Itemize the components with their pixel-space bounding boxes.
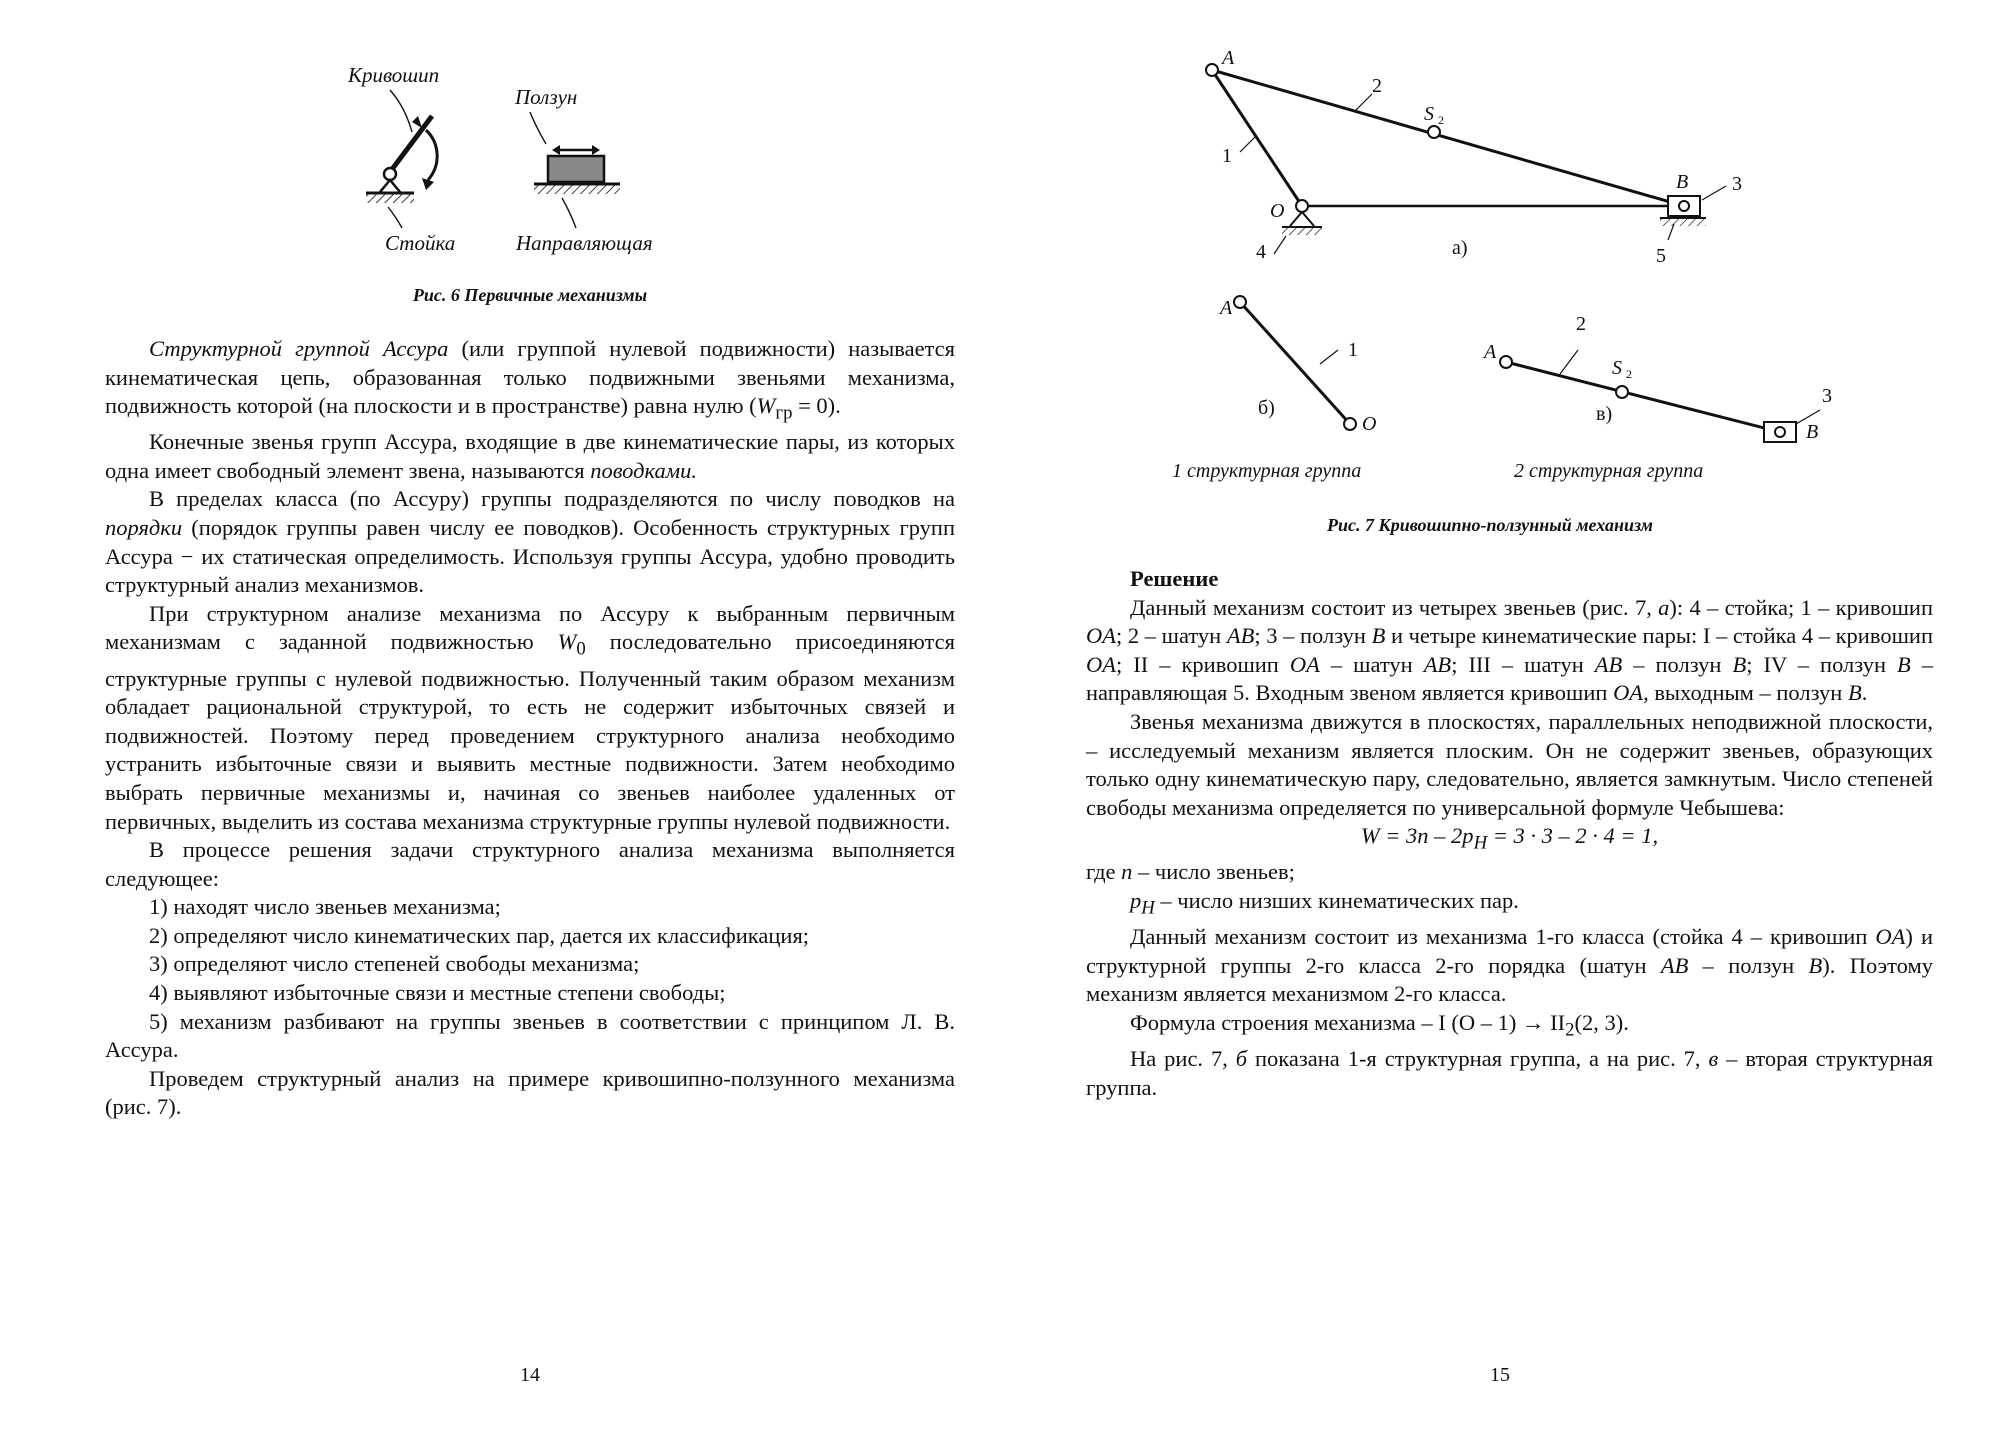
page-number-right: 15 — [1490, 1364, 1510, 1386]
slider-mechanism — [530, 112, 620, 228]
figure-6 — [330, 62, 690, 262]
svg-text:B: B — [1806, 421, 1819, 443]
point-s2 — [1616, 386, 1628, 398]
list-item: 4) выявляют избыточные связи и местные степени свободы; — [149, 980, 726, 1006]
svg-text:5: 5 — [1656, 245, 1666, 267]
svg-text:1: 1 — [1222, 145, 1232, 167]
svg-text:O: O — [1362, 413, 1377, 435]
svg-text:б): б) — [1258, 397, 1275, 419]
diagram-b — [1172, 296, 1376, 482]
crank-link-1 — [1240, 302, 1350, 424]
svg-text:а): а) — [1452, 237, 1468, 259]
list-item: 5) механизм разбивают на группы звеньев в соответствии с принципом Л. В. Ассура. — [105, 1008, 955, 1063]
svg-text:O: O — [1270, 200, 1285, 222]
where-n: где n – число звеньев; — [1086, 859, 1295, 885]
figure-6-caption: Рис. 6 Первичные механизмы — [412, 285, 648, 305]
paragraph-leashes: Конечные звенья групп Ассура, входящие в две кинематические пары, из которых одна имеет свободный элемент звена, называются поводками. — [105, 429, 955, 483]
chebyshev-formula: $W = 3n - 2p_H = 3 \cdot 3 - 2 \cdot 4 = 1$, — [1360, 823, 1659, 854]
svg-text:2: 2 — [1372, 75, 1382, 97]
paragraph-assur-definition: Структурной группой Ассура (или группой нулевой подвижности) называется кинематическая цепь, образованная только подвижными звеньями механизма, подвижность которой (на плоскости и в пространстве) равна нулю $(W_{гр} = 0)$. — [105, 336, 955, 424]
svg-text:1: 1 — [1348, 339, 1358, 361]
where-p: $p_H$ – число низших кинематических пар. — [1130, 888, 1519, 919]
label-guide: Направляющая — [516, 231, 653, 255]
crank-mechanism — [366, 90, 437, 228]
paragraph-procedure: В процессе решения задачи структурного анализа механизма выполняется следующее: — [105, 837, 955, 891]
svg-text:2: 2 — [1576, 313, 1586, 335]
list-item: 1) находят число звеньев механизма; — [149, 894, 501, 920]
term-orders: порядки — [105, 515, 183, 541]
paragraph-orders: В пределах класса (по Ассуру) группы подразделяются по числу поводков на порядки (порядок группы равен числу ее поводков). Особенность структурных групп Ассура − их статическая определимость. Используя группы Ассура, удобно проводить структурный анализ механизмов. — [105, 486, 955, 598]
figure-7 — [1000, 40, 2000, 490]
paragraph-class: Данный механизм состоит из механизма 1-го класса (стойка 4 – кривошип OA) и структурной группы 2-го класса 2-го порядка (шатун AB – ползун B). Поэтому механизм является механизмом 2-го класса. — [1086, 924, 1933, 1007]
svg-text:2: 2 — [1438, 113, 1444, 127]
figure-7-caption: Рис. 7 Кривошипно-ползунный механизм — [1327, 515, 1653, 535]
solution-heading: Решение — [1130, 566, 1219, 591]
diagram-v — [1482, 313, 1832, 482]
svg-text:A: A — [1484, 341, 1497, 363]
label-slider: Ползун — [515, 85, 578, 109]
right-page — [1000, 0, 2000, 1439]
left-page-body — [105, 335, 955, 1122]
connecting-rod-2 — [1212, 70, 1684, 206]
group-2-label: 2 структурная группа — [1514, 460, 1704, 482]
svg-text:B: B — [1676, 171, 1689, 193]
term-assur-group: Структурной группой Ассура — [149, 336, 449, 361]
paragraph-groups: На рис. 7, б показана 1-я структурная группа, а на рис. 7, в – вторая структурная группа. — [1086, 1046, 1934, 1100]
crank-link-1 — [1212, 70, 1302, 206]
connecting-rod-2 — [1506, 362, 1780, 432]
svg-text:S: S — [1612, 357, 1622, 379]
svg-text:3: 3 — [1732, 173, 1742, 195]
group-1-label: 1 структурная группа — [1172, 460, 1362, 482]
diagram-a — [1206, 47, 1742, 267]
svg-text:2: 2 — [1626, 367, 1632, 381]
list-item: 2) определяют число кинематических пар, дается их классификация; — [149, 922, 810, 948]
paragraph-structural-analysis: При структурном анализе механизма по Ассуру к выбранным первичным механизмам с заданной подвижностью $W_0$ последовательно присоединяются структурные группы с нулевой подвижностью. Полученный таким образом механизм обладает рациональной структурой, то есть не содержит избыточных связей и подвижностей. Поэтому перед проведением структурного анализа необходимо устранить избыточные связи и выявить местные подвижности. Затем необходимо выбрать первичные механизмы и, начиная со звеньев наиболее удаленных от первичных, выделить из состава механизма структурные группы нулевой подвижности. — [105, 600, 955, 834]
list-item: 3) определяют число степеней свободы механизма; — [149, 951, 640, 977]
right-page-body — [1086, 565, 1933, 1102]
label-frame: Стойка — [385, 231, 456, 255]
svg-text:в): в) — [1596, 403, 1613, 425]
svg-text:A: A — [1222, 47, 1235, 69]
term-leashes: поводками. — [590, 457, 697, 483]
svg-text:4: 4 — [1256, 241, 1266, 263]
point-s2 — [1428, 126, 1440, 138]
paragraph-links: Данный механизм состоит из четырех звеньев (рис. 7, а): 4 – стойка; 1 – кривошип OA; 2 – шатун AB; 3 – ползун B и четыре кинематические пары: I – стойка 4 – кривошип OA; II – кривошип OA – шатун AB; III – шатун AB – ползун B; IV – ползун B – направляющая 5. Входным звеном является кривошип OA, выходным – ползун B. — [1086, 594, 1934, 706]
paragraph-chebyshev: Звенья механизма движутся в плоскостях, параллельных неподвижной плоскости, – исследуемый механизм является плоским. Он не содержит звеньев, образующих только одну кинематическую пару, следовательно, является замкнутым. Число степеней свободы механизма определяется по универсальной формуле Чебышева: — [1086, 708, 1933, 820]
paragraph-structure-formula: Формула строения механизма – I $(O - 1) \to II_2(2$, 3). — [1130, 1009, 1629, 1041]
paragraph-example-intro: Проведем структурный анализ на примере кривошипно-ползунного механизма (рис. 7). — [105, 1065, 955, 1120]
svg-text:A: A — [1220, 297, 1233, 319]
page-number-left: 14 — [520, 1364, 540, 1386]
label-crank: Кривошип — [348, 63, 440, 87]
svg-text:3: 3 — [1822, 385, 1832, 407]
svg-text:S: S — [1424, 103, 1434, 125]
